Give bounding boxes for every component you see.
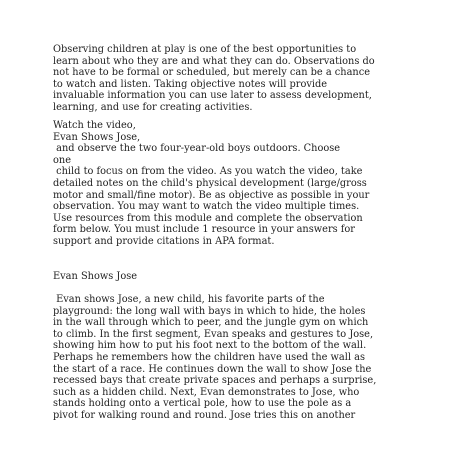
intro-paragraph: Observing children at play is one of the best opportunities to learn about who they are and what they can do. Observations do not have to be formal or scheduled, but merely can be a chance to watch and listen. Taking objective notes will provide invaluable information you can use later to assess development, learning, and use for creating activities.	[53, 44, 375, 113]
story-heading: Evan Shows Jose	[53, 271, 138, 282]
instructions-paragraph: Watch the video, Evan Shows Jose, and observe the two four-year-old boys outdoors. Choose one child to focus on from the video. As you watch the video, take detailed notes on the child's physical development (large/gross motor and small/fine motor). Be as objective as possible in your observation. You may want to watch the video multiple times. Use resources from this module and complete the observation form below. You must include 1 resource in your answers for support and provide citations in APA format.	[53, 120, 370, 247]
story-paragraph: Evan shows Jose, a new child, his favorite parts of the playground: the long wall with bays in which to hide, the holes in the wall through which to peer, and the jungle gym on which to climb. In the first segment, Evan speaks and gestures to Jose, showing him how to put his foot next to the bottom of the wall. Perhaps he remembers how the children have used the wall as the start of a race. He continues down the wall to show Jose the recessed bays that create private spaces and perhaps a surprise, such as a hidden child. Next, Evan demonstrates to Jose, who stands holding onto a vertical pole, how to use the pole as a pivot for walking round and round. Jose tries this on another	[53, 294, 377, 421]
